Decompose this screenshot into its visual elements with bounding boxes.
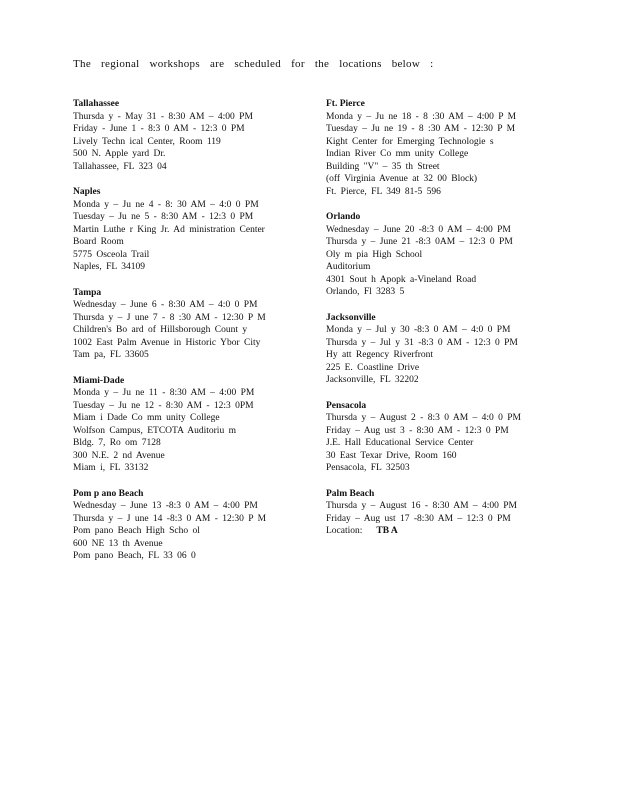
location-detail-line: 300 N.E. 2 nd Avenue <box>73 450 165 461</box>
location-detail-line: Miam i Dade Co mm unity College <box>73 413 220 423</box>
location-detail-line: Ft. Pierce, FL 349 81-5 596 <box>326 186 441 197</box>
location-detail-line: Wolfson Campus, ETCOTA Auditoriu m <box>73 425 236 436</box>
location-detail-line: Hy att Regency Riverfront <box>326 350 434 360</box>
location-detail-line: Pom pano Beach High Scho ol <box>73 526 200 536</box>
location-detail-line: 4301 Sout h Apopk a-Vineland Road <box>326 274 477 285</box>
location-detail-line: Orlando, Fl 3283 5 <box>326 287 405 297</box>
location-detail-line: Lively Techn ical Center, Room 119 <box>73 136 221 147</box>
location-detail-line: Monda y – Ju ne 11 - 8:30 AM – 4:00 PM <box>73 388 255 398</box>
location-name: Tallahassee <box>73 99 120 109</box>
location-detail-line: Jacksonville, FL 32202 <box>326 375 419 385</box>
location-detail-line: Thursda y – J une 14 -8:3 0 AM - 12:30 P M <box>73 513 267 524</box>
location-name: Ft. Pierce <box>326 99 365 109</box>
location-detail-line: Wednesday – June 13 -8:3 0 AM – 4:00 PM <box>73 501 258 511</box>
location-detail-line: Wednesday – June 20 -8:3 0 AM – 4:00 PM <box>326 224 511 235</box>
location-detail-line: Tallahassee, FL 323 04 <box>73 161 167 172</box>
location-detail-line: Monda y – Ju ne 4 - 8: 30 AM – 4:0 0 PM <box>73 199 259 210</box>
intro-sentence: The regional workshops are scheduled for the locations below : <box>73 58 434 70</box>
location-detail-line: Monda y – Ju ne 18 - 8 :30 AM – 4:00 P M <box>326 111 517 122</box>
location-detail-line: Pensacola, FL 32503 <box>326 463 410 473</box>
location-detail-line: Martin Luthe r King Jr. Ad ministration Center <box>73 224 265 235</box>
location-block <box>326 400 566 475</box>
location-name: Miami-Dade <box>73 375 125 386</box>
location-block <box>326 211 566 299</box>
left-column <box>73 98 313 576</box>
location-detail-line: Pom pano Beach, FL 33 06 0 <box>73 551 196 561</box>
location-name: Palm Beach <box>326 488 375 499</box>
location-detail-line: Auditorium <box>326 262 371 272</box>
location-block <box>73 98 313 173</box>
location-detail-line: Friday – Aug ust 3 - 8:30 AM - 12:3 0 PM <box>326 425 509 436</box>
location-detail-line: Tuesday – Ju ne 19 - 8 :30 AM - 12:30 P M <box>326 124 516 134</box>
location-name: Pom p ano Beach <box>73 488 144 499</box>
location-block <box>73 488 313 563</box>
location-block <box>73 186 313 274</box>
location-detail-line: (off Virginia Avenue at 32 00 Block) <box>326 174 478 184</box>
location-detail-line: Thursda y – June 21 -8:3 0AM – 12:3 0 PM <box>326 237 513 247</box>
location-detail-line: Thursda y – August 2 - 8:3 0 AM – 4:0 0 PM <box>326 413 522 423</box>
location-block <box>326 488 566 538</box>
location-name: Naples <box>73 187 101 197</box>
location-detail-line: Monda y – Jul y 30 -8:3 0 AM – 4:0 0 PM <box>326 325 511 335</box>
location-detail-line: Kight Center for Emerging Technologie s <box>326 136 494 147</box>
location-detail-line: Thursda y – Jul y 31 -8:3 0 AM - 12:3 0 PM <box>326 337 518 348</box>
location-detail-line: Oly m pia High School <box>326 249 423 260</box>
location-name: Orlando <box>326 212 361 222</box>
location-detail-line: Wednesday – June 6 - 8:30 AM – 4:0 0 PM <box>73 300 258 310</box>
location-detail-line: Bldg. 7, Ro om 7128 <box>73 438 161 448</box>
location-detail-line: 225 E. Coastline Drive <box>326 362 420 373</box>
location-detail-line: Tuesday – Ju ne 12 - 8:30 AM - 12:3 0PM <box>73 400 254 411</box>
location-name: Pensacola <box>326 400 367 411</box>
location-detail-line: Children's Bo ard of Hillsborough Count y <box>73 325 248 335</box>
location-detail-line: 1002 East Palm Avenue in Historic Ybor City <box>73 337 261 348</box>
location-detail-line: Miam i, FL 33132 <box>73 463 149 473</box>
location-detail-line: Indian River Co mm unity College <box>326 149 469 159</box>
location-name: Jacksonville <box>326 312 376 323</box>
right-column <box>326 98 566 551</box>
location-detail-line: Board Room <box>73 237 124 247</box>
location-block <box>326 98 566 198</box>
location-detail-line: 500 N. Apple yard Dr. <box>73 149 166 159</box>
location-value: TB A <box>376 526 398 536</box>
location-detail-line: 5775 Osceola Trail <box>73 249 150 260</box>
location-name: Tampa <box>73 287 102 298</box>
location-detail-line: Tam pa, FL 33605 <box>73 350 149 360</box>
location-detail-line: J.E. Hall Educational Service Center <box>326 438 474 448</box>
location-detail-line: Thursda y – J une 7 - 8 :30 AM - 12:30 P M <box>73 312 266 323</box>
location-detail-line: Thursda y – August 16 - 8:30 AM – 4:00 PM <box>326 501 518 511</box>
location-detail-line: Thursda y - May 31 - 8:30 AM – 4:00 PM <box>73 111 253 122</box>
location-detail-line: Building "V" – 35 th Street <box>326 161 440 172</box>
location-detail-line: Friday – Aug ust 17 -8:30 AM – 12:3 0 PM <box>326 513 511 524</box>
location-detail-line: Friday - June 1 - 8:3 0 AM - 12:3 0 PM <box>73 124 245 134</box>
location-block <box>73 375 313 475</box>
location-detail-line: Tuesday – Ju ne 5 - 8:30 AM - 12:3 0 PM <box>73 212 254 222</box>
location-detail-line: 600 NE 13 th Avenue <box>73 538 163 549</box>
location-detail-line: Naples, FL 34109 <box>73 262 145 272</box>
location-label: Location: <box>326 526 363 536</box>
location-block <box>326 312 566 387</box>
location-block <box>73 287 313 362</box>
location-tba-row <box>326 525 566 538</box>
location-detail-line: 30 East Texar Drive, Room 160 <box>326 450 457 461</box>
